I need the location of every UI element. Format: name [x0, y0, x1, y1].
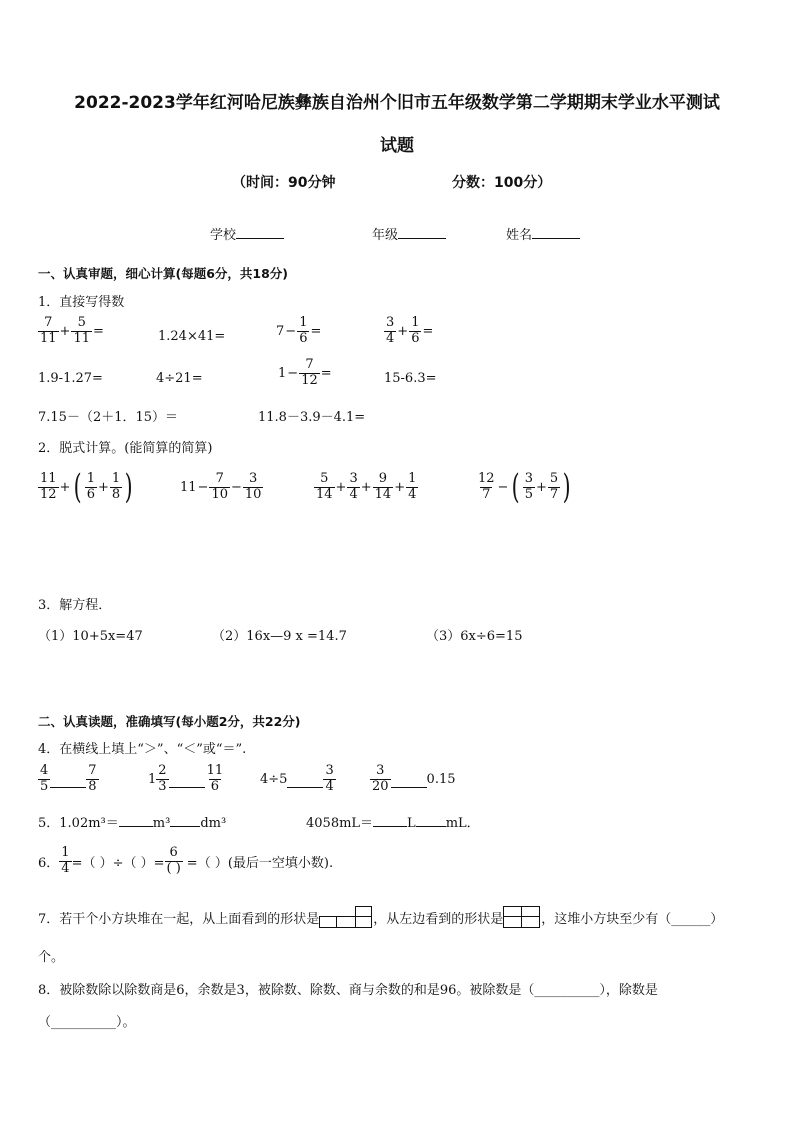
q1-item-b: 1.24×41= — [158, 329, 226, 344]
q5-part-2: 4058mL＝ L mL． — [306, 816, 480, 831]
page-title-line2: 试题 — [380, 136, 414, 156]
q1-item-j: 11.8－3.9－4.1= — [258, 410, 366, 425]
q2-expr-4: $\frac{12}{7}$ − ( $\frac{3}{5}$ + $\frac{5}{7}$ ) — [478, 467, 571, 507]
q5-part-1: 5．1.02m³＝ m³ dm³ — [38, 816, 227, 831]
q3-part-1: （1）10+5x=47 — [38, 629, 143, 644]
q8-line1: 8．被除数除以除数商是6，余数是3，被除数、除数、商与余数的和是96。被除数是（__________），除数是 — [38, 983, 658, 998]
q3-part-2: （2）16x—9 x =14.7 — [212, 629, 347, 644]
grade-field: 年级 — [372, 224, 446, 243]
time-label: （时间：90分钟 — [232, 175, 336, 191]
q3-label: 3．解方程． — [38, 598, 112, 613]
q4-label: 4．在横线上填上“＞”、“＜”或“＝”. — [38, 742, 247, 757]
q1-item-g: 1 − $\frac{7}{12}$ = — [278, 357, 332, 388]
q4-item-a: $\frac{4}{5}$ $\frac{7}{8}$ — [40, 763, 97, 794]
q8-line2: （__________）。 — [38, 1015, 136, 1030]
page-title: 2022-2023学年红河哈尼族彝族自治州个旧市五年级数学第二学期期末学业水平测试 — [74, 93, 720, 113]
score-label: 分数：100分） — [452, 175, 552, 191]
section1-heading: 一、认真审题，细心计算(每题6分，共18分) — [38, 266, 289, 281]
section2-heading: 二、认真读题，准确填写(每小题2分，共22分) — [38, 714, 301, 729]
school-field: 学校 — [210, 224, 284, 243]
q1-item-c: 7 − $\frac{1}{6}$ = — [276, 315, 322, 346]
q2-expr-2: 11 − $\frac{7}{10}$ − $\frac{3}{10}$ — [180, 471, 262, 502]
q7: 7．若干个小方块堆在一起，从上面看到的形状是 ，从左边看到的形状是 ，这堆小方块至少有（______） — [38, 906, 723, 928]
q1-label: 1．直接写得数 — [38, 295, 125, 310]
q7-tail: 个。 — [38, 950, 65, 965]
q1-item-i: 7.15－（2＋1．15）＝ — [38, 410, 179, 425]
q2-expr-1: $\frac{11}{12}$ + ( $\frac{1}{6}$ + $\frac{1}{8}$ ) — [40, 467, 133, 507]
q3-part-3: （3）6x÷6=15 — [426, 629, 523, 644]
q1-item-f: 4÷21= — [156, 371, 203, 386]
q1-item-d: $\frac{3}{4}$ + $\frac{1}{6}$ = — [386, 315, 434, 346]
name-field: 姓名 — [506, 224, 580, 243]
q4-item-d: $\frac{3}{20}$ 0.15 — [372, 763, 456, 794]
left-view-figure — [503, 906, 541, 928]
q6: 6． $\frac{1}{4}$ =（ ）÷（ ）= $\frac{6}{( )}$ =（ ）(最后一空填小数). — [38, 845, 334, 876]
q1-item-e: 1.9-1.27= — [38, 371, 103, 386]
q2-expr-3: $\frac{5}{14}$ + $\frac{3}{4}$ + $\frac{9}{14}$ + $\frac{1}{4}$ — [316, 471, 417, 502]
q4-item-b: 1 $\frac{2}{3}$ $\frac{11}{6}$ — [148, 763, 224, 794]
q1-item-a: $\frac{7}{11}$ + $\frac{5}{11}$ = — [40, 315, 104, 346]
q1-item-h: 15-6.3= — [384, 371, 437, 386]
top-view-figure — [319, 906, 373, 928]
q2-label: 2．脱式计算。(能简算的简算) — [38, 441, 213, 456]
q4-item-c: 4÷5 $\frac{3}{4}$ — [260, 763, 334, 794]
